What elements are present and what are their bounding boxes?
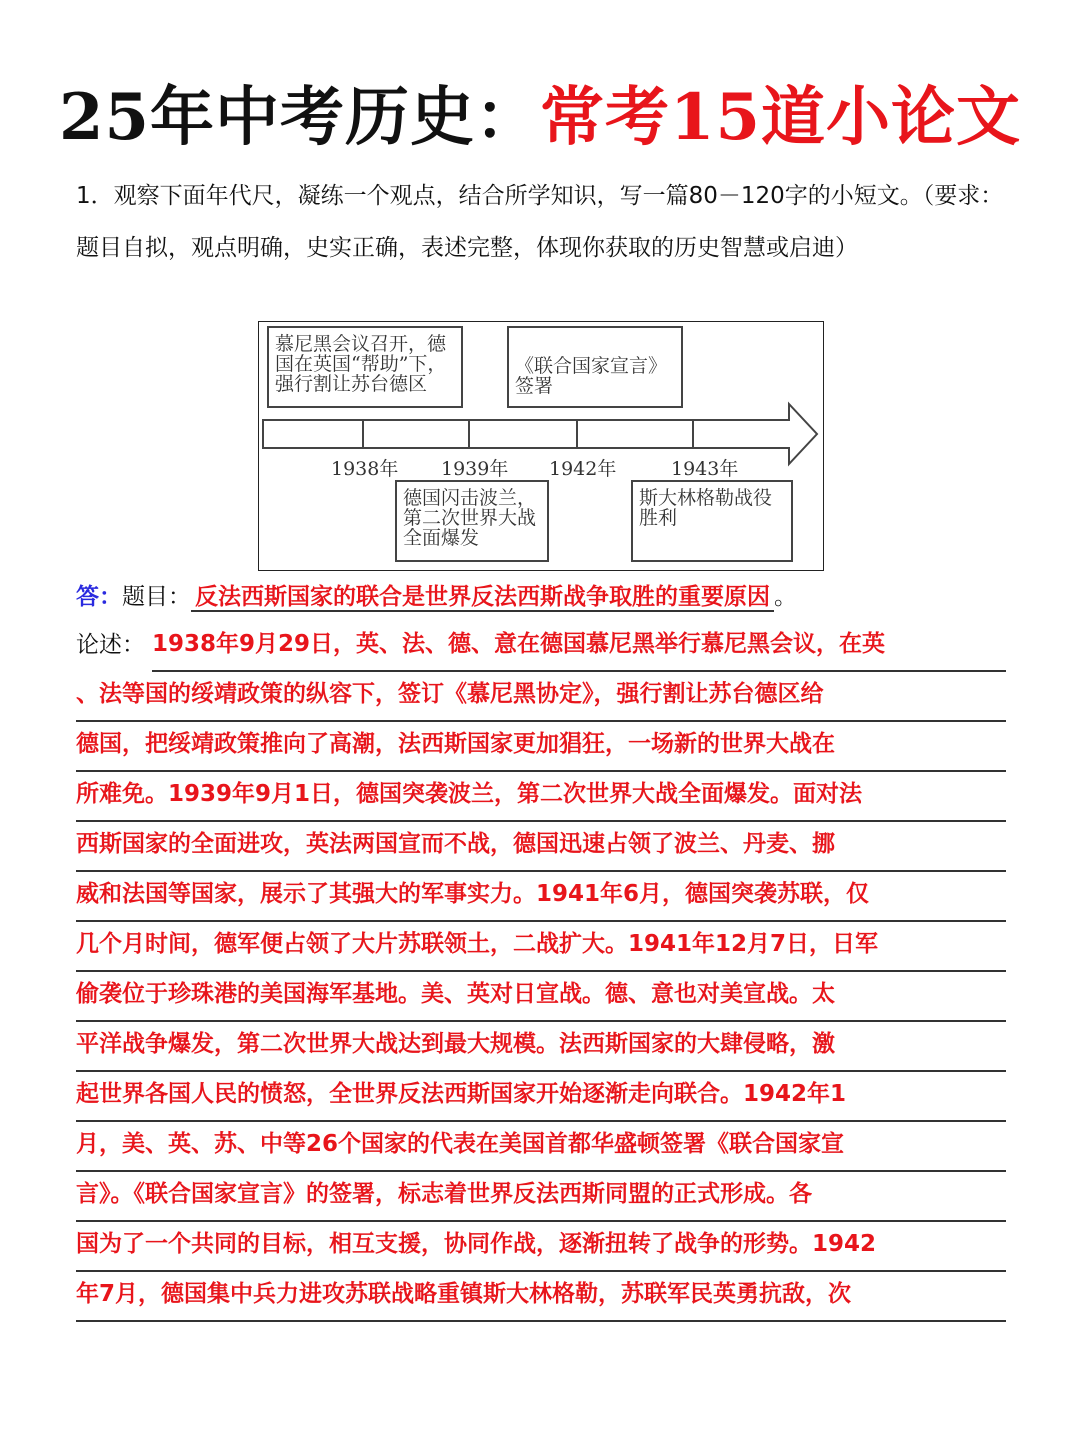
answer-prefix: 答： [76, 584, 122, 610]
essay-line: 、法等国的绥靖政策的纵容下，签订《慕尼黑协定》，强行割让苏台德区给 [76, 672, 1006, 722]
essay-line: 几个月时间，德军便占领了大片苏联领土，二战扩大。1941年12月7日，日军 [76, 922, 1006, 972]
essay-line: 言》。《联合国家宣言》的签署，标志着世界反法西斯同盟的正式形成。各 [76, 1172, 1006, 1222]
essay-line: 月，美、英、苏、中等26个国家的代表在美国首都华盛顿签署《联合国家宣 [76, 1122, 1006, 1172]
essay-label: 论述： [76, 632, 145, 658]
essay-line: 1938年9月29日，英、法、德、意在德国慕尼黑举行慕尼黑会议，在英 [152, 622, 1006, 672]
essay-line: 平洋战争爆发，第二次世界大战达到最大规模。法西斯国家的大肆侵略，激 [76, 1022, 1006, 1072]
essay-line: 年7月，德国集中兵力进攻苏联战略重镇斯大林格勒，苏联军民英勇抗敌，次 [76, 1272, 1006, 1322]
event-box-1943: 斯大林格勒战役胜利 [631, 480, 793, 562]
essay-line: 起世界各国人民的愤怒，全世界反法西斯国家开始逐渐走向联合。1942年1 [76, 1072, 1006, 1122]
page-title [0, 68, 1080, 168]
answer-topic: 反法西斯国家的联合是世界反法西斯战争取胜的重要原因 [191, 584, 774, 612]
essay-line: 西斯国家的全面进攻，英法两国宣而不战，德国迅速占领了波兰、丹麦、挪 [76, 822, 1006, 872]
year-label-1943: 1943年 [671, 458, 739, 480]
topic-period: 。 [774, 584, 797, 610]
title-black-part: 25年中考历史： [58, 80, 540, 155]
year-label-1942: 1942年 [549, 458, 617, 480]
essay-line: 偷袭位于珍珠港的美国海军基地。美、英对日宣战。德、意也对美宣战。太 [76, 972, 1006, 1022]
topic-label: 题目： [122, 584, 191, 610]
question-text: 1．观察下面年代尺，凝练一个观点，结合所学知识，写一篇80－120字的小短文。（要求：题目自拟，观点明确，史实正确，表述完整，体现你获取的历史智慧或启迪） [76, 183, 1004, 261]
answer-topic-line [76, 574, 797, 624]
essay-line: 所难免。1939年9月1日，德国突袭波兰，第二次世界大战全面爆发。面对法 [76, 772, 1006, 822]
essay-line: 德国，把绥靖政策推向了高潮，法西斯国家更加猖狂，一场新的世界大战在 [76, 722, 1006, 772]
year-label-1938: 1938年 [331, 458, 399, 480]
event-box-1938: 慕尼黑会议召开，德国在英国“帮助”下，强行割让苏台德区 [267, 326, 463, 408]
event-box-1939: 德国闪击波兰，第二次世界大战全面爆发 [395, 480, 549, 562]
title-red-part: 常考15道小论文 [540, 80, 1022, 155]
essay-line: 国为了一个共同的目标，相互支援，协同作战，逐渐扭转了战争的形势。1942 [76, 1222, 1006, 1272]
essay-line: 威和法国等国家，展示了其强大的军事实力。1941年6月，德国突袭苏联，仅 [76, 872, 1006, 922]
timeline-diagram [258, 321, 824, 571]
year-label-1939: 1939年 [441, 458, 509, 480]
event-box-1942: 《联合国家宣言》签署 [507, 326, 683, 408]
